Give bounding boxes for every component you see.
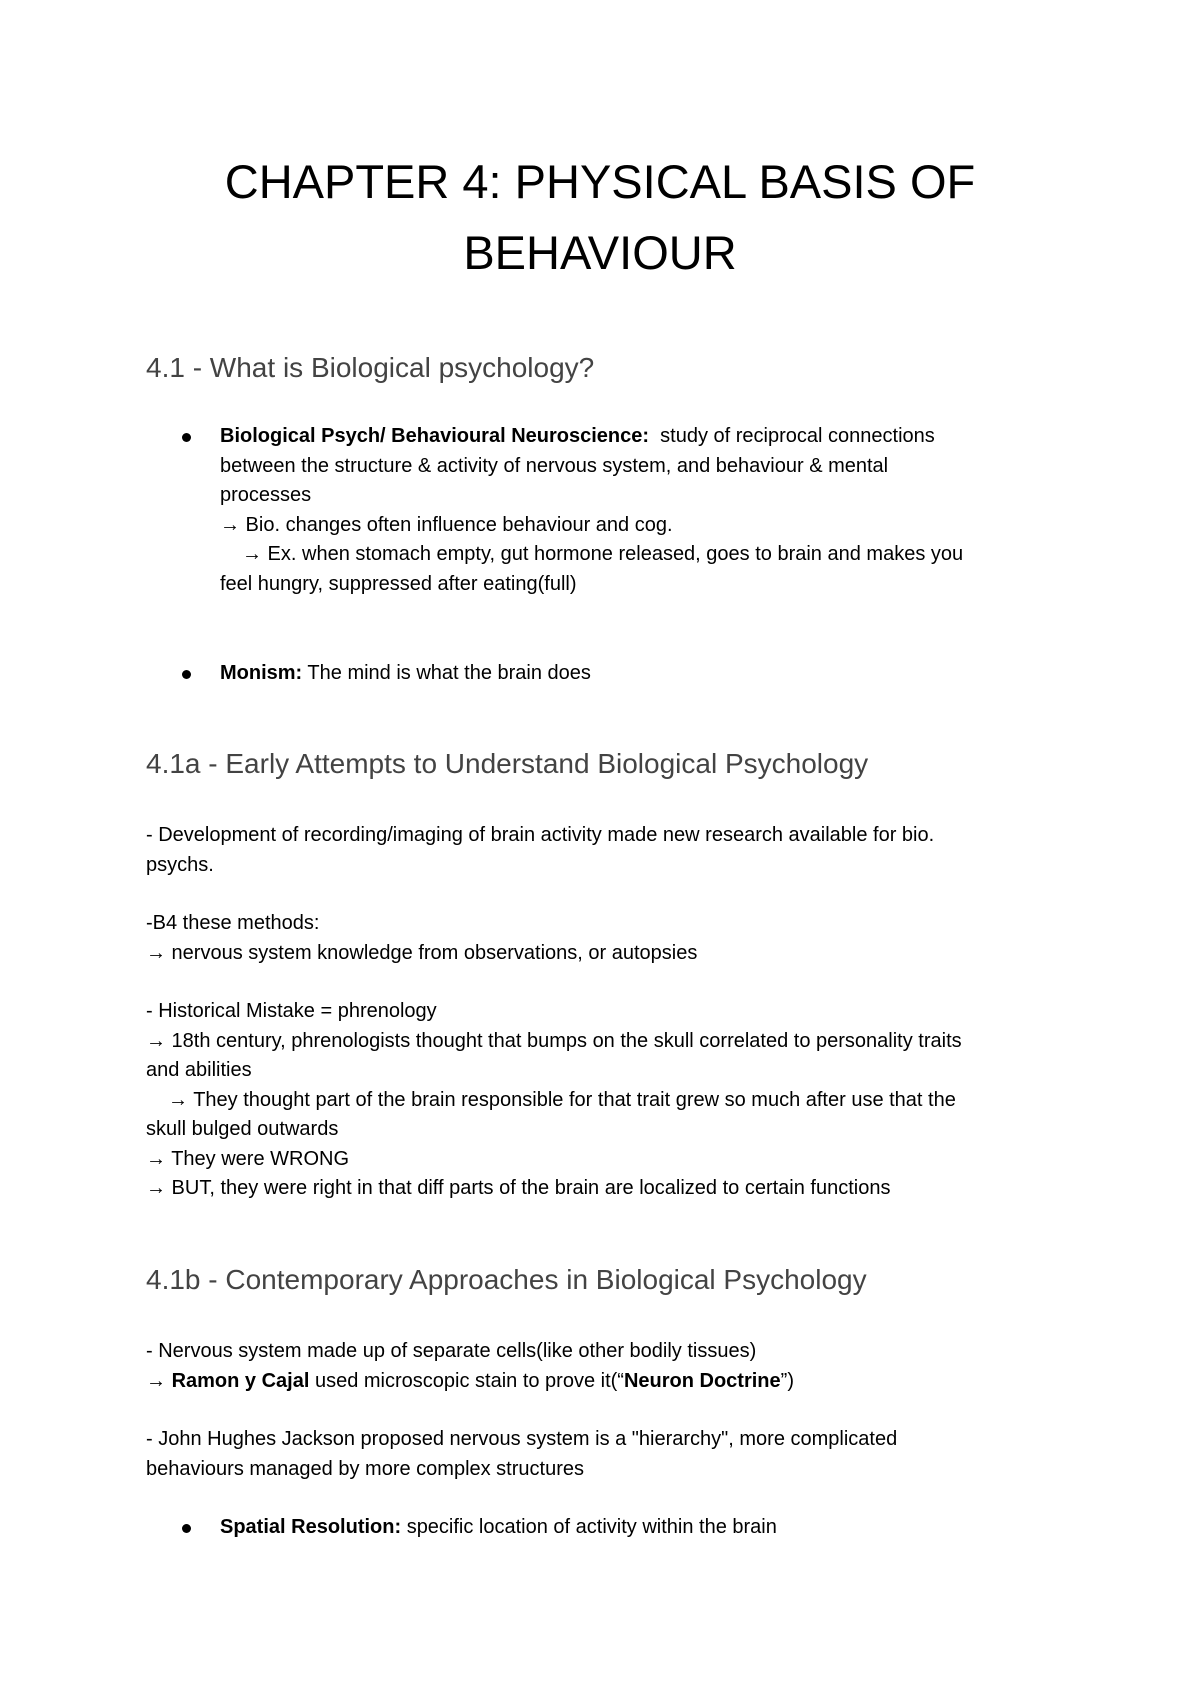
paragraph-line: - Historical Mistake = phrenology (146, 1000, 437, 1022)
paragraph-b4-methods (146, 909, 1066, 968)
chapter-title-line-2: BEHAVIOUR (463, 226, 737, 279)
name-ramon-y-cajal: Ramon y Cajal (171, 1369, 310, 1392)
definition-line-5: → Ex. when stomach empty, gut hormone released, goes to brain and makes you (242, 543, 964, 565)
chapter-title-line-1: CHAPTER 4: PHYSICAL BASIS OF (224, 155, 976, 208)
paragraph-line: - Development of recording/imaging of brain activity made new research available for bio. (146, 824, 935, 846)
term-biological-psych: Biological Psych/ Behavioural Neuroscience: (220, 425, 650, 447)
paragraph-nervous-system (146, 1337, 1066, 1396)
arrow-text: → (146, 1369, 166, 1392)
definition-line-1: study of reciprocal connections (660, 425, 935, 447)
term-monism: Monism: (220, 662, 303, 684)
paragraph-development (146, 821, 1066, 880)
paragraph-phrenology (146, 997, 1066, 1204)
definition-line-6: feel hungry, suppressed after eating(full) (220, 572, 577, 595)
term-spatial-resolution: Spatial Resolution: (220, 1516, 402, 1538)
chapter-title (146, 146, 1054, 288)
section-heading-4-1b: 4.1b - Contemporary Approaches in Biological Psychology (146, 1264, 867, 1295)
paragraph-text: used microscopic stain to prove it(“ (314, 1369, 624, 1392)
paragraph-line: psychs. (146, 853, 214, 876)
term-neuron-doctrine: Neuron Doctrine (623, 1369, 781, 1392)
paragraph-line: skull bulged outwards (146, 1118, 339, 1140)
paragraph-line: → 18th century, phrenologists thought that bumps on the skull correlated to personality traits (146, 1029, 962, 1052)
spatial-resolution-definition: specific location of activity within the brain (406, 1516, 777, 1538)
bullet-spatial-resolution (146, 1513, 1066, 1543)
paragraph-line: - Nervous system made up of separate cells(like other bodily tissues) (146, 1340, 757, 1362)
paragraph-line: → BUT, they were right in that diff parts of the brain are localized to certain functions (146, 1177, 891, 1199)
bullet-dot-icon (182, 433, 191, 442)
paragraph-line: -B4 these methods: (146, 912, 320, 934)
section-heading-4-1: 4.1 - What is Biological psychology? (146, 352, 595, 383)
bullet-dot-icon (182, 1524, 191, 1533)
paragraph-line: → nervous system knowledge from observations, or autopsies (146, 941, 698, 964)
paragraph-text: ”) (780, 1369, 794, 1392)
bullet-biological-psych (146, 422, 1066, 599)
definition-line-3: processes (220, 484, 312, 506)
section-heading-4-1a: 4.1a - Early Attempts to Understand Biological Psychology (146, 748, 869, 779)
paragraph-line: → They were WRONG (146, 1147, 349, 1170)
bullet-dot-icon (182, 670, 191, 679)
paragraph-line: behaviours managed by more complex structures (146, 1457, 584, 1480)
monism-definition: The mind is what the brain does (307, 662, 591, 684)
paragraph-line: - John Hughes Jackson proposed nervous system is a "hierarchy", more complicated (146, 1428, 898, 1450)
paragraph-line: → They thought part of the brain responsible for that trait grew so much after use that the (168, 1088, 956, 1111)
paragraph-hierarchy (146, 1425, 1066, 1484)
paragraph-line: and abilities (146, 1059, 252, 1081)
bullet-monism (146, 659, 1066, 689)
definition-line-2: between the structure & activity of nervous system, and behaviour & mental (220, 454, 889, 477)
definition-line-4: → Bio. changes often influence behaviour and cog. (220, 513, 673, 536)
